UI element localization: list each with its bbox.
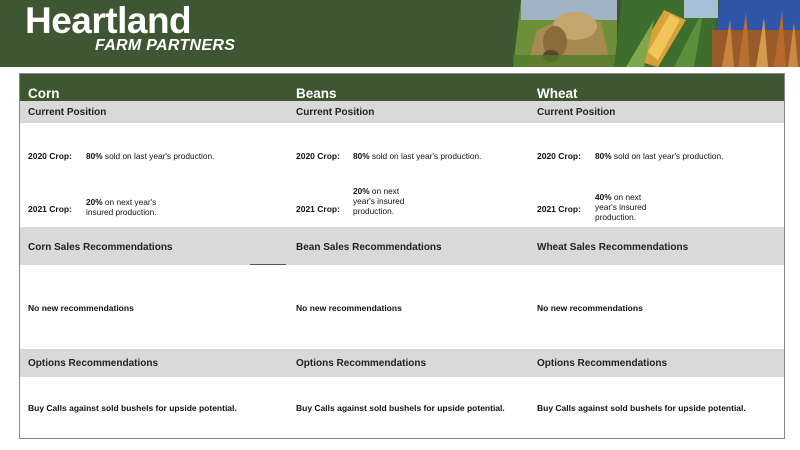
- crop-2021-text: 20% on next year's insured production.: [353, 186, 405, 216]
- current-position-label: Current Position: [296, 107, 375, 118]
- options-body: Buy Calls against sold bushels for upside potential.: [537, 403, 746, 413]
- crop-2020-text: 80% sold on last year's production.: [353, 151, 482, 161]
- sales-body-row: [20, 265, 784, 349]
- column-title-wheat: Wheat: [537, 86, 578, 101]
- options-body: Buy Calls against sold bushels for upside potential.: [296, 403, 505, 413]
- sales-body: No new recommendations: [28, 303, 134, 313]
- current-position-row: [20, 101, 784, 123]
- crop-2021-label: 2021 Crop:: [296, 204, 340, 214]
- cow-photo: [513, 0, 617, 67]
- crop-2020-text: 80% sold on last year's production.: [595, 151, 724, 161]
- crop-2020-text: 80% sold on last year's production.: [86, 151, 215, 161]
- options-heading: Options Recommendations: [537, 358, 668, 369]
- column-title-beans: Beans: [296, 86, 337, 101]
- crop-2021-text: 20% on next year's insured production.: [86, 197, 157, 217]
- divider-line: [250, 264, 286, 265]
- crop-2021-text: 40% on next year's insured production.: [595, 192, 647, 222]
- options-body: Buy Calls against sold bushels for upside potential.: [28, 403, 237, 413]
- recommendations-table: [19, 73, 785, 439]
- sales-heading: Bean Sales Recommendations: [296, 242, 442, 253]
- corn-photo: [614, 0, 718, 67]
- header-banner: [0, 0, 800, 67]
- options-heading: Options Recommendations: [296, 358, 427, 369]
- column-title-corn: Corn: [28, 86, 60, 101]
- brand-subtitle: FARM PARTNERS: [95, 37, 236, 54]
- crop-2021-label: 2021 Crop:: [28, 204, 72, 214]
- current-position-label: Current Position: [28, 107, 107, 118]
- wheat-photo: [712, 0, 800, 67]
- brand-name: Heartland: [25, 0, 192, 41]
- crop-2020-label: 2020 Crop:: [28, 151, 72, 161]
- sales-heading: Corn Sales Recommendations: [28, 242, 173, 253]
- sales-body: No new recommendations: [296, 303, 402, 313]
- crop-2020-label: 2020 Crop:: [537, 151, 581, 161]
- crop-2021-label: 2021 Crop:: [537, 204, 581, 214]
- crop-2020-label: 2020 Crop:: [296, 151, 340, 161]
- sales-heading: Wheat Sales Recommendations: [537, 242, 689, 253]
- sales-body: No new recommendations: [537, 303, 643, 313]
- options-heading: Options Recommendations: [28, 358, 159, 369]
- title-row: [20, 74, 784, 101]
- current-position-label: Current Position: [537, 107, 616, 118]
- banner-divider: [0, 67, 800, 71]
